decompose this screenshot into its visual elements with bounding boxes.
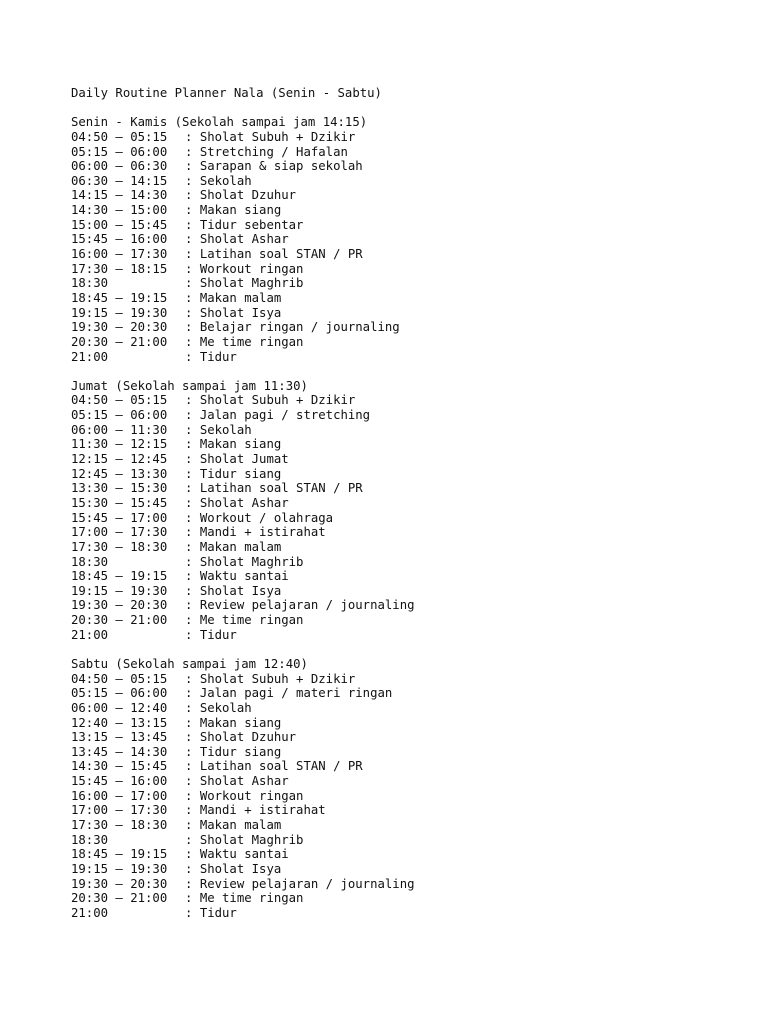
entry-separator: : [185, 481, 200, 496]
entry-separator: : [185, 598, 200, 613]
entry-activity: Sholat Ashar [199, 495, 289, 510]
entry-time: 04:50 – 05:15 [71, 671, 168, 686]
entry-time: 19:15 – 19:30 [71, 861, 168, 876]
schedule-entry [71, 393, 751, 408]
schedule-sections [71, 115, 751, 920]
schedule-entry [71, 628, 751, 643]
entry-time: 12:45 – 13:30 [71, 466, 168, 481]
entry-time: 20:30 – 21:00 [71, 891, 168, 906]
entry-separator: : [185, 452, 200, 467]
entry-separator: : [185, 554, 200, 569]
entry-activity: Makan malam [199, 539, 282, 554]
entry-time: 15:45 – 16:00 [71, 774, 168, 789]
entry-activity: Makan siang [199, 203, 282, 218]
entry-activity: Tidur siang [199, 744, 282, 759]
entry-activity: Sholat Ashar [199, 774, 289, 789]
entry-activity: Sholat Maghrib [199, 276, 304, 291]
spacer [71, 101, 751, 116]
entry-activity: Sholat Dzuhur [199, 730, 297, 745]
entry-time: 12:15 – 12:45 [71, 452, 168, 467]
schedule-entry [71, 774, 751, 789]
entry-time: 18:45 – 19:15 [71, 290, 168, 305]
schedule-entry [71, 540, 751, 555]
schedule-section [71, 657, 751, 921]
entry-activity: Sekolah [199, 422, 252, 437]
entry-separator: : [185, 818, 200, 833]
entry-time: 06:00 – 12:40 [71, 700, 168, 715]
entry-separator: : [185, 276, 200, 291]
entry-activity: Sholat Maghrib [199, 554, 304, 569]
entry-time: 21:00 [71, 627, 109, 642]
entry-activity: Tidur [199, 349, 237, 364]
entry-time: 04:50 – 05:15 [71, 129, 168, 144]
schedule-entry [71, 672, 751, 687]
entry-time: 18:45 – 19:15 [71, 569, 168, 584]
schedule-entry [71, 584, 751, 599]
entry-time: 11:30 – 12:15 [71, 437, 168, 452]
entry-separator: : [185, 876, 200, 891]
schedule-entry [71, 847, 751, 862]
entry-time: 06:30 – 14:15 [71, 173, 168, 188]
entry-separator: : [185, 466, 200, 481]
entry-activity: Review pelajaran / journaling [199, 598, 415, 613]
entry-activity: Waktu santai [199, 569, 289, 584]
entry-separator: : [185, 495, 200, 510]
entry-time: 18:45 – 19:15 [71, 847, 168, 862]
schedule-entry [71, 423, 751, 438]
entry-activity: Sholat Isya [199, 583, 282, 598]
entry-activity: Tidur [199, 905, 237, 920]
entry-activity: Sekolah [199, 173, 252, 188]
schedule-entry [71, 730, 751, 745]
entry-time: 15:45 – 16:00 [71, 232, 168, 247]
schedule-entry [71, 159, 751, 174]
entry-separator: : [185, 232, 200, 247]
entry-activity: Makan siang [199, 715, 282, 730]
entry-separator: : [185, 422, 200, 437]
schedule-entry [71, 877, 751, 892]
entry-separator: : [185, 510, 200, 525]
entry-time: 19:15 – 19:30 [71, 583, 168, 598]
entry-separator: : [185, 832, 200, 847]
entry-separator: : [185, 349, 200, 364]
entry-activity: Makan malam [199, 818, 282, 833]
entry-separator: : [185, 203, 200, 218]
entry-time: 18:30 [71, 554, 109, 569]
entry-separator: : [185, 129, 200, 144]
document-page [71, 86, 751, 921]
entry-separator: : [185, 905, 200, 920]
schedule-entry [71, 803, 751, 818]
schedule-entry [71, 276, 751, 291]
spacer [71, 642, 751, 657]
entry-separator: : [185, 188, 200, 203]
entry-time: 13:30 – 15:30 [71, 481, 168, 496]
schedule-entry [71, 203, 751, 218]
entry-separator: : [185, 290, 200, 305]
entry-separator: : [185, 159, 200, 174]
schedule-entry [71, 408, 751, 423]
entry-time: 17:30 – 18:30 [71, 539, 168, 554]
schedule-entry [71, 745, 751, 760]
schedule-entry [71, 335, 751, 350]
entry-time: 17:00 – 17:30 [71, 803, 168, 818]
entry-time: 14:30 – 15:45 [71, 759, 168, 774]
entry-time: 05:15 – 06:00 [71, 144, 168, 159]
entry-separator: : [185, 320, 200, 335]
entry-activity: Tidur siang [199, 466, 282, 481]
schedule-entry [71, 232, 751, 247]
entry-time: 15:00 – 15:45 [71, 217, 168, 232]
schedule-entry [71, 145, 751, 160]
schedule-section [71, 115, 751, 364]
entry-separator: : [185, 393, 200, 408]
entry-separator: : [185, 305, 200, 320]
entry-separator: : [185, 408, 200, 423]
entry-time: 17:30 – 18:30 [71, 818, 168, 833]
entry-activity: Belajar ringan / journaling [199, 320, 400, 335]
schedule-entry [71, 262, 751, 277]
entry-time: 15:30 – 15:45 [71, 495, 168, 510]
entry-time: 04:50 – 05:15 [71, 393, 168, 408]
entry-time: 16:00 – 17:00 [71, 788, 168, 803]
schedule-entry [71, 218, 751, 233]
entry-activity: Review pelajaran / journaling [199, 876, 415, 891]
schedule-entry [71, 701, 751, 716]
entry-separator: : [185, 247, 200, 262]
entry-separator: : [185, 613, 200, 628]
entry-time: 17:30 – 18:15 [71, 261, 168, 276]
entry-activity: Workout ringan [199, 788, 304, 803]
document-title: Daily Routine Planner Nala (Senin - Sabtu) [71, 86, 382, 100]
entry-separator: : [185, 627, 200, 642]
entry-time: 18:30 [71, 276, 109, 291]
entry-activity: Workout ringan [199, 261, 304, 276]
schedule-entry [71, 613, 751, 628]
schedule-entry [71, 481, 751, 496]
entry-activity: Mandi + istirahat [199, 525, 326, 540]
entry-separator: : [185, 759, 200, 774]
section-heading: Sabtu (Sekolah sampai jam 12:40) [71, 656, 308, 671]
entry-activity: Sekolah [199, 700, 252, 715]
entry-separator: : [185, 774, 200, 789]
schedule-entry [71, 291, 751, 306]
entry-separator: : [185, 261, 200, 276]
section-heading: Jumat (Sekolah sampai jam 11:30) [71, 378, 308, 393]
entry-activity: Makan siang [199, 437, 282, 452]
entry-time: 16:00 – 17:30 [71, 247, 168, 262]
entry-activity: Me time ringan [199, 334, 304, 349]
entry-activity: Sholat Subuh + Dzikir [199, 393, 356, 408]
schedule-entry [71, 716, 751, 731]
entry-time: 18:30 [71, 832, 109, 847]
schedule-entry [71, 569, 751, 584]
entry-time: 17:00 – 17:30 [71, 525, 168, 540]
schedule-entry [71, 496, 751, 511]
schedule-entry [71, 818, 751, 833]
entry-separator: : [185, 788, 200, 803]
entry-activity: Latihan soal STAN / PR [199, 759, 363, 774]
entry-activity: Workout / olahraga [199, 510, 334, 525]
entry-activity: Waktu santai [199, 847, 289, 862]
schedule-entry [71, 759, 751, 774]
entry-separator: : [185, 539, 200, 554]
entry-time: 14:15 – 14:30 [71, 188, 168, 203]
entry-time: 05:15 – 06:00 [71, 408, 168, 423]
schedule-entry [71, 525, 751, 540]
entry-time: 13:45 – 14:30 [71, 744, 168, 759]
entry-separator: : [185, 437, 200, 452]
entry-activity: Sholat Dzuhur [199, 188, 297, 203]
entry-separator: : [185, 569, 200, 584]
entry-time: 13:15 – 13:45 [71, 730, 168, 745]
entry-activity: Latihan soal STAN / PR [199, 247, 363, 262]
entry-time: 12:40 – 13:15 [71, 715, 168, 730]
schedule-entry [71, 452, 751, 467]
schedule-entry [71, 188, 751, 203]
entry-activity: Sholat Isya [199, 305, 282, 320]
entry-activity: Sholat Subuh + Dzikir [199, 671, 356, 686]
schedule-entry [71, 467, 751, 482]
entry-activity: Stretching / Hafalan [199, 144, 348, 159]
entry-time: 15:45 – 17:00 [71, 510, 168, 525]
entry-time: 21:00 [71, 905, 109, 920]
entry-separator: : [185, 686, 200, 701]
entry-separator: : [185, 700, 200, 715]
entry-time: 19:30 – 20:30 [71, 320, 168, 335]
entry-activity: Tidur [199, 627, 237, 642]
schedule-entry [71, 862, 751, 877]
entry-time: 20:30 – 21:00 [71, 613, 168, 628]
entry-separator: : [185, 217, 200, 232]
entry-time: 06:00 – 06:30 [71, 159, 168, 174]
entry-activity: Sholat Isya [199, 861, 282, 876]
entry-activity: Jalan pagi / stretching [199, 408, 371, 423]
schedule-entry [71, 789, 751, 804]
entry-activity: Makan malam [199, 290, 282, 305]
entry-separator: : [185, 861, 200, 876]
entry-separator: : [185, 525, 200, 540]
entry-separator: : [185, 671, 200, 686]
entry-time: 21:00 [71, 349, 109, 364]
section-heading: Senin - Kamis (Sekolah sampai jam 14:15) [71, 115, 368, 130]
entry-separator: : [185, 803, 200, 818]
entry-activity: Sholat Jumat [199, 452, 289, 467]
entry-separator: : [185, 715, 200, 730]
schedule-entry [71, 350, 751, 365]
entry-activity: Jalan pagi / materi ringan [199, 686, 393, 701]
schedule-entry [71, 833, 751, 848]
entry-activity: Latihan soal STAN / PR [199, 481, 363, 496]
schedule-entry [71, 598, 751, 613]
entry-time: 14:30 – 15:00 [71, 203, 168, 218]
entry-time: 19:15 – 19:30 [71, 305, 168, 320]
entry-activity: Tidur sebentar [199, 217, 304, 232]
entry-activity: Mandi + istirahat [199, 803, 326, 818]
schedule-entry [71, 174, 751, 189]
entry-activity: Me time ringan [199, 613, 304, 628]
entry-separator: : [185, 744, 200, 759]
entry-time: 06:00 – 11:30 [71, 422, 168, 437]
entry-separator: : [185, 891, 200, 906]
schedule-section [71, 379, 751, 643]
schedule-entry [71, 320, 751, 335]
entry-activity: Sholat Ashar [199, 232, 289, 247]
schedule-entry [71, 686, 751, 701]
entry-activity: Sholat Maghrib [199, 832, 304, 847]
entry-separator: : [185, 583, 200, 598]
entry-separator: : [185, 730, 200, 745]
schedule-entry [71, 130, 751, 145]
schedule-entry [71, 555, 751, 570]
schedule-entry [71, 511, 751, 526]
entry-time: 05:15 – 06:00 [71, 686, 168, 701]
entry-activity: Sholat Subuh + Dzikir [199, 129, 356, 144]
schedule-entry [71, 437, 751, 452]
entry-time: 20:30 – 21:00 [71, 334, 168, 349]
entry-separator: : [185, 334, 200, 349]
entry-time: 19:30 – 20:30 [71, 876, 168, 891]
entry-time: 19:30 – 20:30 [71, 598, 168, 613]
schedule-entry [71, 891, 751, 906]
schedule-entry [71, 906, 751, 921]
entry-separator: : [185, 144, 200, 159]
entry-activity: Sarapan & siap sekolah [199, 159, 363, 174]
spacer [71, 364, 751, 379]
schedule-entry [71, 306, 751, 321]
entry-separator: : [185, 173, 200, 188]
entry-activity: Me time ringan [199, 891, 304, 906]
schedule-entry [71, 247, 751, 262]
entry-separator: : [185, 847, 200, 862]
